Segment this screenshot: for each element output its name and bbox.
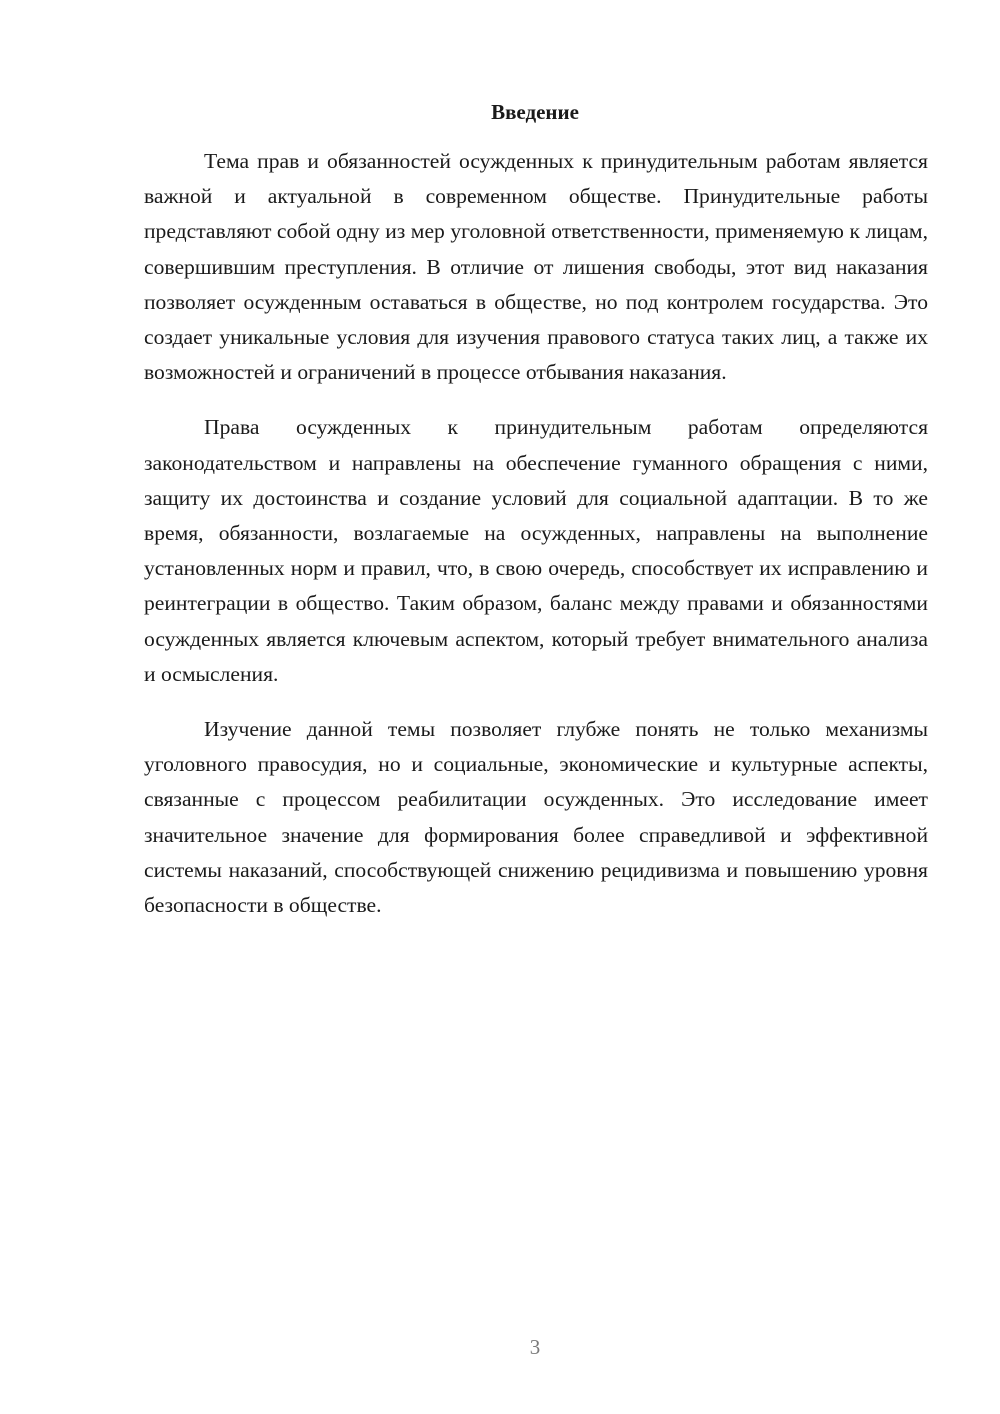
- paragraph-2: Права осужденных к принудительным работам определяются законодательством и направлены на обеспечение гуманного обращения с ними, защиту их достоинства и создание условий для социальной адаптации. В то же время, обязанности, возлагаемые на осужденных, направлены на выполнение установленных норм и правил, что, в свою очередь, способствует их исправлению и реинтеграции в общество. Таким образом, баланс между правами и обязанностями осужденных является ключевым аспектом, который требует внимательного анализа и осмысления.: [144, 415, 928, 686]
- paragraph-3: Изучение данной темы позволяет глубже понять не только механизмы уголовного правосудия, но и социальные, экономические и культурные аспекты, связанные с процессом реабилитации осужденных. Это исследование имеет значительное значение для формирования более справедливой и эффективной системы наказаний, способствующей снижению рецидивизма и повышению уровня безопасности в обществе.: [144, 717, 928, 918]
- section-heading: Введение: [491, 100, 579, 124]
- paragraph-1: Тема прав и обязанностей осужденных к принудительным работам является важной и актуальной в современном обществе. Принудительные работы представляют собой одну из мер уголовной ответственности, применяемую к лицам, совершившим преступления. В отличие от лишения свободы, этот вид наказания позволяет осужденным оставаться в обществе, но под контролем государства. Это создает уникальные условия для изучения правового статуса таких лиц, а также их возможностей и ограничений в процессе отбывания наказания.: [144, 149, 928, 385]
- body-text: [144, 144, 928, 923]
- page-number: 3: [529, 1335, 541, 1359]
